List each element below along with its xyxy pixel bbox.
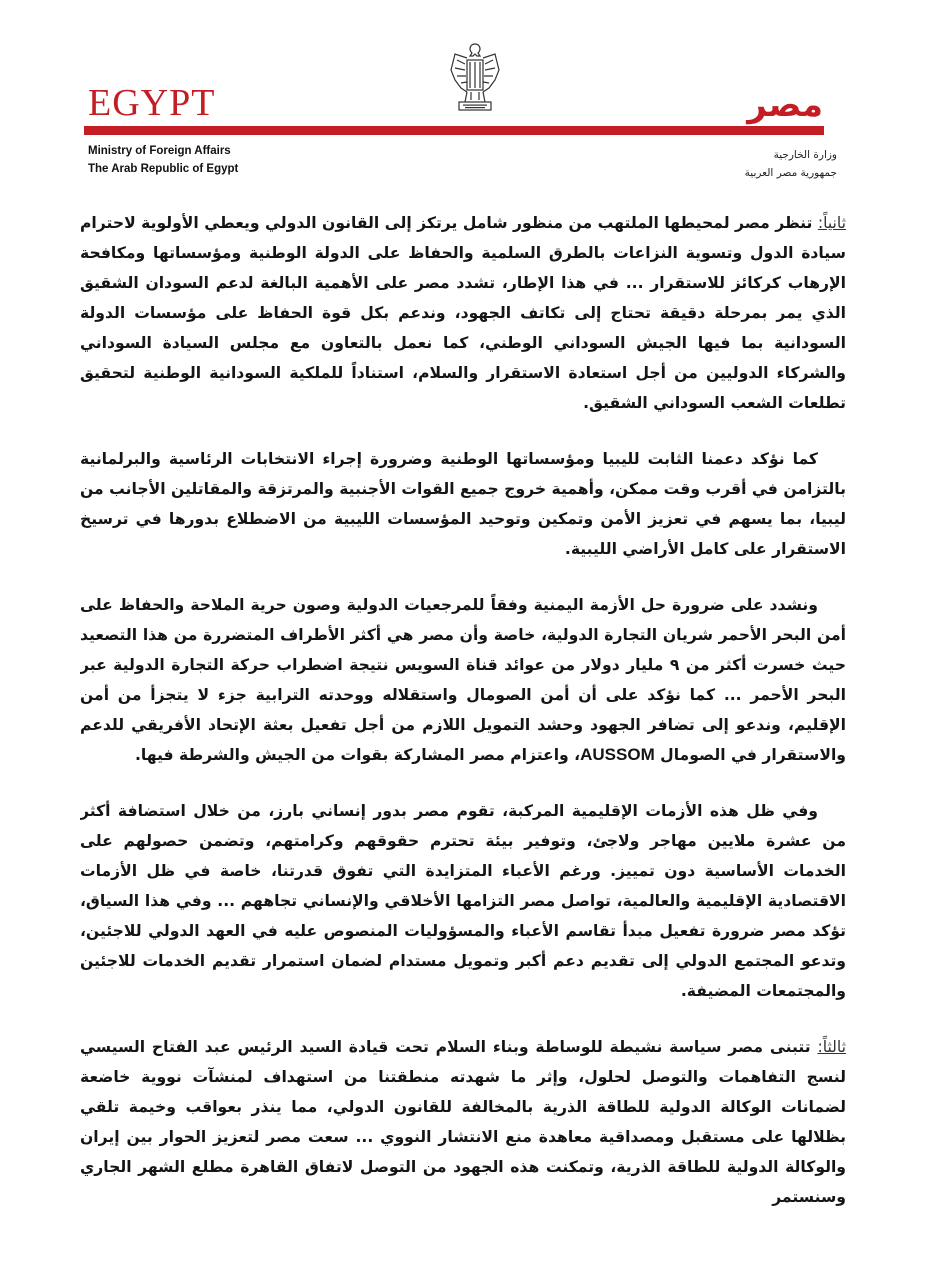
paragraph-yemen-somalia <box>80 590 846 770</box>
section-label-third: ثالثاً: <box>817 1038 846 1056</box>
ministry-en-line2: The Arab Republic of Egypt <box>88 163 239 175</box>
eagle-emblem-icon <box>447 40 503 116</box>
ministry-ar-line2: جمهورية مصر العربية <box>744 167 837 179</box>
paragraph-mediation <box>80 1032 846 1212</box>
header-divider <box>84 126 824 135</box>
letterhead <box>0 0 927 195</box>
paragraph-refugees <box>80 796 846 1006</box>
section-label-second: ثانياً: <box>817 214 846 232</box>
paragraph-text: ، واعتزام مصر المشاركة بقوات من الجيش والشرطة فيها. <box>134 746 581 764</box>
ministry-ar-line1: وزارة الخارجية <box>773 149 837 161</box>
paragraph-text: كما نؤكد دعمنا الثابت لليبيا ومؤسساتها الوطنية وضرورة إجراء الانتخابات الرئاسية والبرلمانية بالتزامن في أقرب وقت ممكن، وأهمية خروج جميع القوات الأجنبية والمرتزقة والمقاتلين الأجانب من ليبيا، بما يسهم في تعزيز الأمن وتمكين وتوحيد المؤسسات الليبية من الاضطلاع بدورها في ترسيخ الاستقرار على كامل الأراضي الليبية. <box>80 450 846 558</box>
paragraph-text: وفي ظل هذه الأزمات الإقليمية المركبة، تقوم مصر بدور إنساني بارز، من خلال استضافة أكثر من عشرة ملايين مهاجر ولاجئ، وتوفير بيئة تحترم حقوقهم وكرامتهم، وتضمن حصولهم على الخدمات الأساسية دون تمييز. ورغم الأعباء المتزايدة التي تفوق قدرتنا، خاصة في ظل الأزمات الاقتصادية الإقليمية والعالمية، تواصل مصر التزامها الأخلاقي والإنساني تجاههم ... وفي هذا السياق، تؤكد مصر ضرورة تفعيل مبدأ تقاسم الأعباء والمسؤوليات المنصوص عليه في العهد الدولي للاجئين، وتدعو المجتمع الدولي إلى تقديم دعم أكبر وتمويل مستدام لضمان استمرار تقديم الخدمات للاجئين والمجتمعات المضيفة. <box>80 802 846 1000</box>
paragraph-sudan <box>80 208 846 418</box>
document-body <box>80 208 846 1268</box>
paragraph-text: تنظر مصر لمحيطها الملتهب من منظور شامل يرتكز إلى القانون الدولي ويعطي الأولوية لاحترام سيادة الدول وتسوية النزاعات بالطرق السلمية والحفاظ على الدولة الوطنية ومؤسساتها ومكافحة الإرهاب كركائز للاستقرار ... في هذا الإطار، تشدد مصر على الأهمية البالغة لدعم السودان الشقيق الذي يمر بمرحلة دقيقة تحتاج إلى تكاتف الجهود، وندعم بكل قوة الحفاظ على مؤسسات الدولة السودانية بما فيها الجيش السوداني الوطني، كما نعمل بالتعاون مع مجلس السيادة السوداني والشركاء الدوليين من أجل استعادة الاستقرار والسلام، استناداً للملكية السودانية الوطنية لتحقيق تطلعات الشعب السوداني الشقيق. <box>80 214 846 412</box>
aussom-acronym: AUSSOM <box>580 745 655 764</box>
ministry-en-line1: Ministry of Foreign Affairs <box>88 145 231 157</box>
paragraph-text: تتبنى مصر سياسة نشيطة للوساطة وبناء السلام تحت قيادة السيد الرئيس عبد الفتاح السيسي لنسج التفاهمات والتوصل لحلول، وإثر ما شهدته منطقتنا من استهداف لمنشآت نووية خاضعة لضمانات الوكالة الدولية للطاقة الذرية بالمخالفة للقانون الدولي، مما ينذر بعواقب وخيمة تلقي بظلالها على مستقبل ومصداقية معاهدة منع الانتشار النووي ... سعت مصر لتعزيز الحوار بين إيران والوكالة الدولية للطاقة الذرية، وتمكنت هذه الجهود من التوصل لاتفاق القاهرة مطلع الشهر الجاري وسنستمر <box>80 1038 846 1206</box>
ministry-ar-block <box>745 146 837 182</box>
egypt-wordmark-ar: مصر <box>747 85 823 125</box>
paragraph-text: ونشدد على ضرورة حل الأزمة اليمنية وفقاً للمرجعيات الدولية وصون حرية الملاحة والحفاظ على أمن البحر الأحمر شريان التجارة الدولية، خاصة وأن مصر هي أكثر الأطراف المتضررة من هذا التصعيد حيث خسرت أكثر من ٩ مليار دولار من عوائد قناة السويس نتيجة اضطراب حركة التجارة الدولية عبر البحر الأحمر ... كما نؤكد على أن أمن الصومال واستقلاله ووحدته الترابية جزء لا يتجزأ من أمن الإقليم، وندعو إلى تضافر الجهود وحشد التمويل اللازم من أجل تفعيل بعثة الإتحاد الأفريقي للدعم والاستقرار في الصومال <box>80 596 846 764</box>
ministry-en-block <box>88 142 238 178</box>
egypt-wordmark-en: EGYPT <box>88 82 216 124</box>
paragraph-libya <box>80 444 846 564</box>
